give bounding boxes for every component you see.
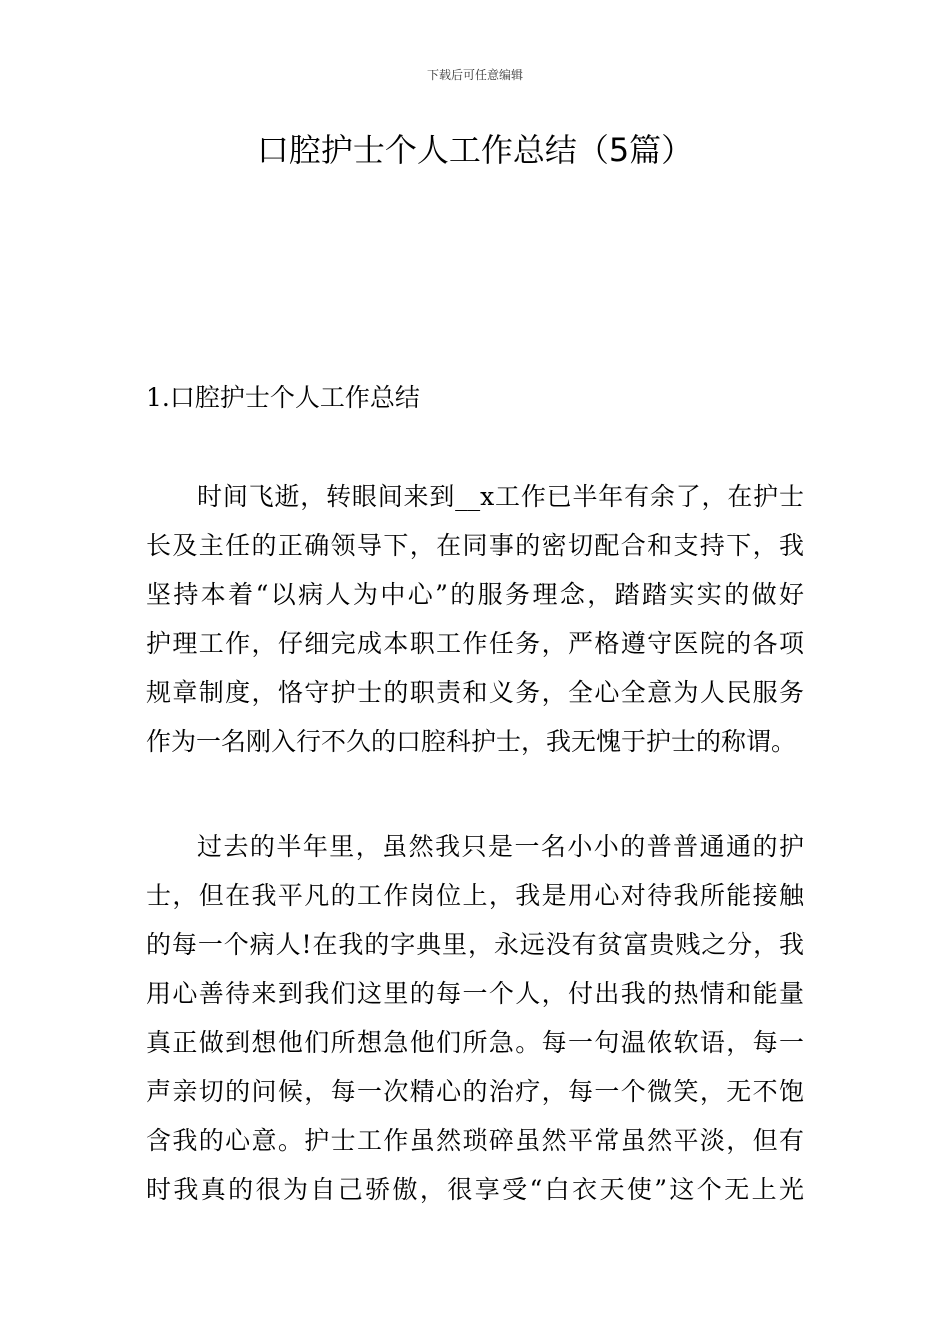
paragraph-line: 时我真的很为自己骄傲，很享受“白衣天使”这个无上光: [146, 1175, 804, 1204]
paragraph-line: 真正做到想他们所想急他们所急。每一句温侬软语，每一: [146, 1028, 804, 1057]
paragraph-line: 用心善待来到我们这里的每一个人，付出我的热情和能量: [146, 979, 804, 1008]
paragraph-line: 过去的半年里，虽然我只是一名小小的普普通通的护: [197, 832, 804, 861]
paragraph-2: [146, 822, 810, 1214]
paragraph-line: 坚持本着“以病人为中心”的服务理念，踏踏实实的做好: [146, 580, 804, 609]
document-title: 口腔护士个人工作总结（5篇）: [256, 131, 694, 169]
paragraph-line: 声亲切的问候，每一次精心的治疗，每一个微笑，无不饱: [146, 1077, 804, 1106]
paragraph-line: 护理工作，仔细完成本职工作任务，严格遵守医院的各项: [146, 629, 804, 658]
paragraph-line: 士，但在我平凡的工作岗位上，我是用心对待我所能接触: [146, 881, 804, 910]
paragraph-1: [146, 472, 810, 766]
paragraph-line: 时间飞逝，转眼间来到__x工作已半年有余了，在护士: [197, 482, 804, 511]
section-heading: 1.口腔护士个人工作总结: [146, 383, 420, 412]
paragraph-line: 长及主任的正确领导下，在同事的密切配合和支持下，我: [146, 531, 804, 560]
paragraph-line: 规章制度，恪守护士的职责和义务，全心全意为人民服务: [146, 678, 804, 707]
header-note: 下载后可任意编辑: [426, 68, 523, 82]
paragraph-line: 的每一个病人!在我的字典里，永远没有贫富贵贱之分，我: [146, 930, 804, 959]
paragraph-line: 含我的心意。护士工作虽然琐碎虽然平常虽然平淡，但有: [146, 1126, 804, 1155]
paragraph-line: 作为一名刚入行不久的口腔科护士，我无愧于护士的称谓。: [146, 727, 797, 756]
